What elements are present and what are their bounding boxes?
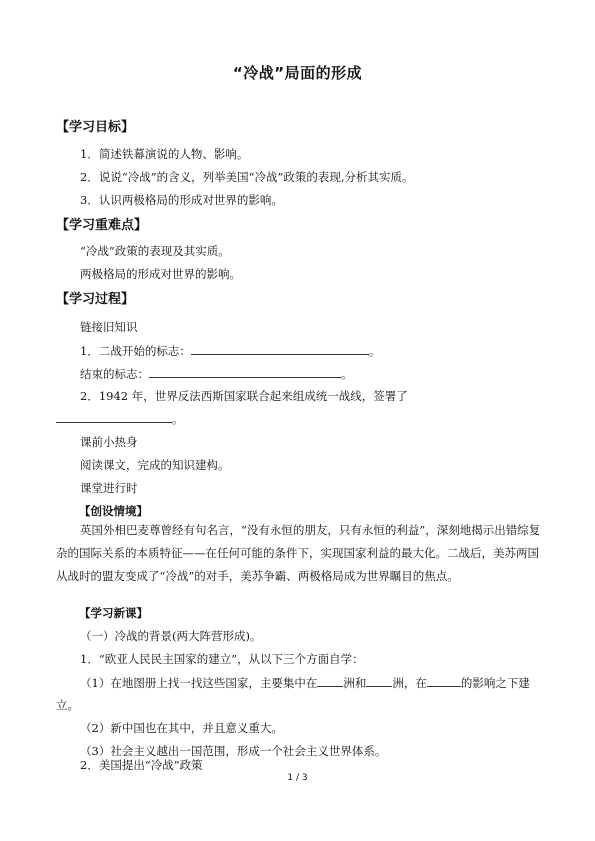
sub-item-1-text: （1）在地图册上找一找这些国家，主要集中在 [80,676,318,690]
period: 。 [368,344,381,358]
goal-item: 1．简述铁幕演说的人物、影响。 [80,147,249,161]
scenario-paragraph: 英国外相巴麦尊曾经有句名言，“没有永恒的朋友，只有永恒的利益”，深刻地揭示出错综复杂的国际关系的本质特征——在任何可能的条件下，实现国家利益的最大化。二战后，美苏两国从战时的盟友变成了“冷战”的对手，美苏争霸、两极格局成为世界瞩目的焦点。 [56,523,541,583]
scenario-heading: 【创设情境】 [79,504,148,518]
process-heading: 【学习过程】 [56,292,135,307]
question-2: 2．1942 年，世界反法西斯国家联合起来组成统一战线，签署了 [80,389,408,403]
lesson-item-1: 1．“欧亚人民民主国家的建立”，从以下三个方面自学： [80,652,364,666]
answer-blank[interactable] [427,675,461,687]
section-1-title: （一）冷战的背景(两大阵营形成)。 [80,629,262,643]
answer-blank[interactable] [56,411,172,423]
key-points-heading: 【学习重难点】 [56,218,148,233]
goal-item: 2．说说“冷战”的含义，列举美国“冷战”政策的表现,分析其实质。 [80,170,414,184]
new-lesson-heading: 【学习新课】 [79,606,148,620]
sub-item-1-continued: 立。 [56,698,79,712]
review-label: 链接旧知识 [80,320,138,334]
answer-blank[interactable] [366,675,392,687]
sub-item-1-text: 的影响之下建 [460,676,530,690]
period: 。 [172,412,184,426]
answer-blank[interactable] [191,343,369,355]
question-1-end-line [80,366,550,381]
question-1-start: 1．二战开始的标志： [80,344,191,358]
goal-item: 3．认识两极格局的形成对世界的影响。 [80,193,283,207]
page-title: “冷战”局面的形成 [232,64,363,82]
answer-blank[interactable] [317,675,343,687]
question-2-answer-line [56,411,526,426]
sub-item-2: （2）新中国也在其中，并且意义重大。 [80,721,283,735]
warmup-text: 阅读课文，完成的知识建构。 [80,458,230,472]
lesson-item-2: 2．美国提出“冷战”政策 [80,758,203,772]
key-point-item: 两极格局的形成对世界的影响。 [80,267,241,281]
sub-item-1-text: 洲和 [343,676,367,690]
warmup-label: 课前小热身 [80,435,138,449]
period: 。 [341,367,353,381]
sub-item-3: （3）社会主义越出一国范围，形成一个社会主义世界体系。 [80,744,387,758]
key-point-item: “冷战”政策的表现及其实质。 [80,244,230,258]
sub-item-1-text: 洲，在 [392,676,427,690]
question-1-line [80,343,550,358]
page-number: 1 / 3 [287,773,308,783]
goals-heading: 【学习目标】 [56,120,135,135]
question-1-end-label: 结束的标志： [80,367,149,381]
answer-blank[interactable] [149,366,341,378]
class-label: 课堂进行时 [80,481,138,495]
sub-item-1 [80,675,550,690]
